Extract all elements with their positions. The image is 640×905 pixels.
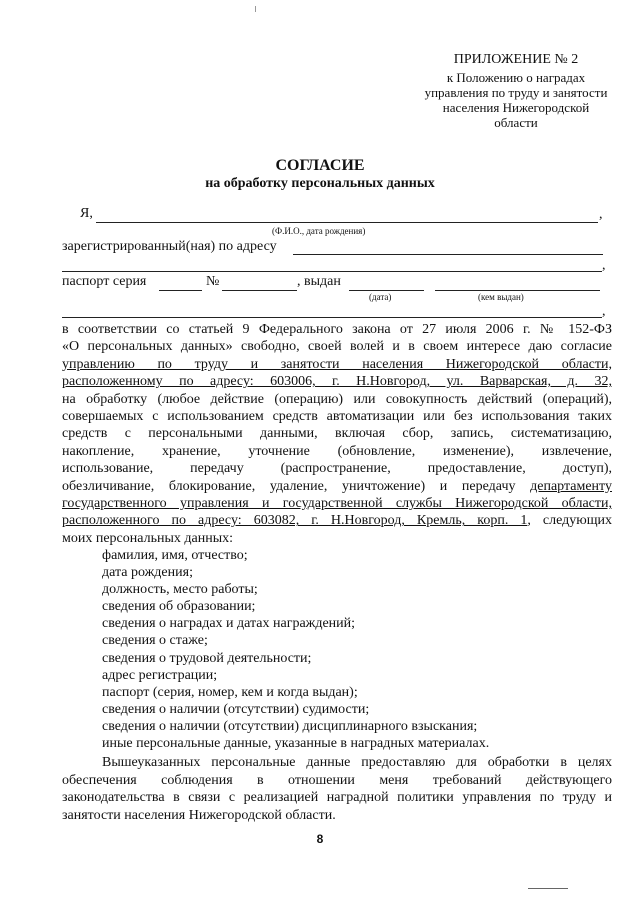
list-item: сведения о наличии (отсутствии) судимости;: [102, 701, 370, 717]
appendix-line: к Положению о наградах: [446, 70, 586, 85]
text-line: на обработку (любое действие (операцию) или совокупность действий (операций),: [62, 391, 612, 407]
text-segment: департаменту: [530, 478, 612, 494]
issuer-field[interactable]: [435, 290, 600, 291]
comma: ,: [602, 258, 606, 273]
address-field[interactable]: [293, 254, 603, 255]
page-number: 8: [316, 832, 324, 846]
list-item: дата рождения;: [102, 565, 193, 581]
text-line: использование, передачу (распространение, предоставление, доступ),: [62, 461, 612, 477]
text-line: совершаемых с использованием средств автоматизации или без использования таких: [62, 409, 612, 425]
list-item: иные персональные данные, указанные в наградных материалах.: [102, 736, 490, 752]
issuer-field-continued[interactable]: [62, 317, 602, 318]
i-label: Я,: [80, 206, 93, 221]
text-line: накопление, хранение, уточнение (обновление, изменение), извлечение,: [62, 443, 612, 459]
comma: ,: [602, 304, 606, 319]
data-list: [102, 547, 489, 752]
text-line: расположенному по адресу: 603006, г. Н.Новгород, ул. Варварская, д. 32,: [62, 374, 612, 390]
text-line: управлению по труду и занятости населения Нижегородской области,: [62, 356, 612, 372]
list-item: сведения о наличии (отсутствии) дисциплинарного взыскания;: [102, 718, 478, 734]
appendix-line: управления по труду и занятости: [424, 85, 608, 100]
list-item: должность, место работы;: [102, 582, 258, 598]
document-subtitle: на обработку персональных данных: [205, 176, 435, 191]
text-line: Вышеуказанных персональные данные предоставляю для обработки в целях: [102, 755, 612, 770]
text-line: [62, 478, 612, 495]
list-item: паспорт (серия, номер, кем и когда выдан);: [102, 684, 358, 700]
purpose-paragraph: [62, 754, 612, 824]
text-segment: расположенного по адресу: 603082, г. Н.Новгород, Кремль, корп. 1: [62, 513, 528, 529]
text-segment: обезличивание, блокирование, удаление, уничтожение) и передачу: [62, 478, 531, 494]
text-line: в соответствии со статьей 9 Федерального закона от 27 июля 2006 г. № 152-ФЗ: [62, 322, 612, 337]
scan-mark: [255, 6, 256, 12]
address-field-continued[interactable]: [62, 271, 602, 272]
date-caption: (дата): [369, 292, 392, 302]
passport-label: паспорт серия: [62, 274, 147, 289]
text-line: обеспечения соблюдения в отношении меня требований действующего: [62, 772, 612, 788]
text-line: занятости населения Нижегородской области.: [62, 807, 336, 823]
text-segment: , следующих: [527, 513, 612, 529]
text-line: законодательства в связи с реализацией наградной политики управления по труду и: [62, 790, 612, 806]
issued-label: , выдан: [297, 274, 341, 289]
document-title: СОГЛАСИЕ: [275, 157, 365, 174]
passport-number-field[interactable]: [222, 290, 297, 291]
text-line: государственного управления и государственной службы Нижегородской области,: [62, 496, 612, 512]
issuer-caption: (кем выдан): [478, 292, 524, 302]
list-item: сведения о стаже;: [102, 633, 208, 649]
passport-series-field[interactable]: [159, 290, 202, 291]
text-line: [62, 512, 612, 529]
consent-paragraph: [62, 321, 612, 547]
text-line: средств с персональными данными, включая сбор, запись, систематизацию,: [62, 426, 612, 442]
address-label: зарегистрированный(ная) по адресу: [62, 239, 277, 254]
fio-caption: (Ф.И.О., дата рождения): [272, 226, 366, 236]
appendix-title: ПРИЛОЖЕНИЕ № 2: [453, 52, 579, 67]
issue-date-field[interactable]: [349, 290, 424, 291]
list-item: сведения об образовании;: [102, 599, 256, 615]
list-item: фамилия, имя, отчество;: [102, 548, 248, 563]
appendix-line: области: [494, 115, 538, 130]
list-item: сведения о трудовой деятельности;: [102, 650, 312, 666]
list-item: сведения о наградах и датах награждений;: [102, 616, 356, 632]
fio-field[interactable]: [96, 222, 598, 223]
text-line: моих персональных данных:: [62, 530, 233, 546]
comma: ,: [599, 207, 603, 222]
number-sign: №: [206, 274, 220, 289]
list-item: адрес регистрации;: [102, 667, 218, 683]
text-line: «О персональных данных» свободно, своей волей и в своем интересе даю согласие: [62, 339, 612, 355]
scan-mark: [528, 888, 568, 889]
appendix-line: населения Нижегородской: [442, 100, 590, 115]
